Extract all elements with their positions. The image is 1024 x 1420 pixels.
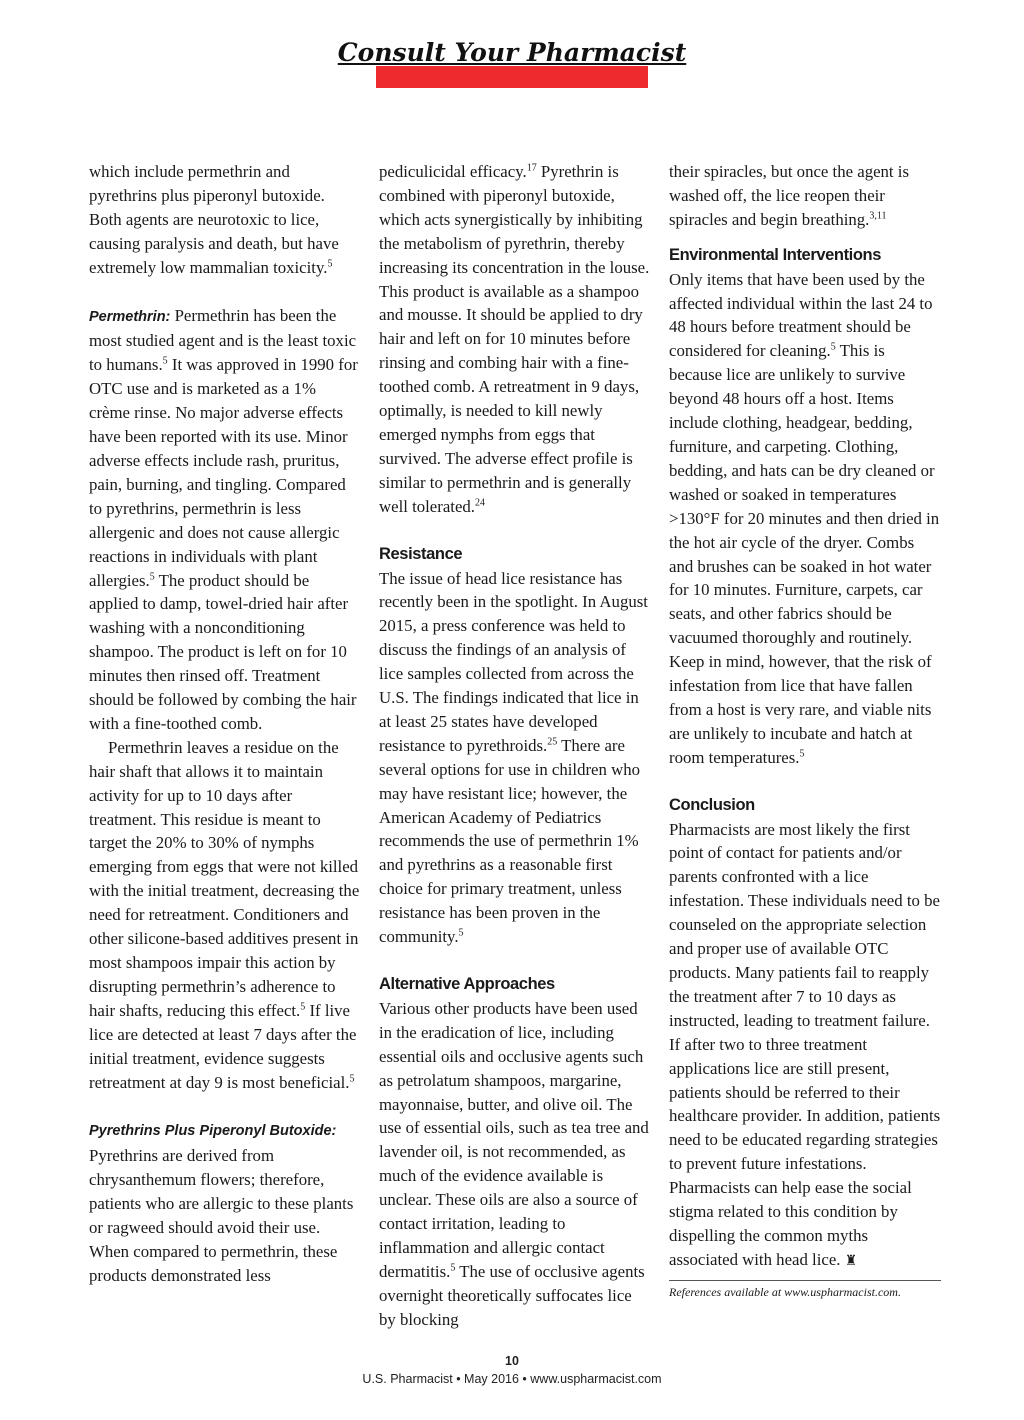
paragraph: Various other products have been used in the eradication of lice, including essential oils and occlusive agents such as petrolatum shampoos, margarine, mayonnaise, butter, and olive oil. The use of essential oils, such as tea tree and lavender oil, is not recommended, as much of the evidence available is unclear. These oils are also a source of contact irritation, leading to inflammation and allergic contact dermatitis.$^5$ The use of occlusive agents overnight theoretically suffocates lice by blocking xyxy=(379,998,649,1329)
paragraph: Pharmacists are most likely the first point of contact for patients and/or parents confronted with a lice infestation. These individuals need to be counseled on the appropriate selection and proper use of available OTC products. Many patients fail to reapply the treatment after 7 to 10 days as instructed, leading to treatment failure. If after two to three treatment applications lice are still present, patients should be referred to their healthcare provider. In addition, patients need to be educated regarding strategies to prevent future infestations. Pharmacists can help ease the social stigma related to this condition by dispelling the common myths associated with head lice. ♜ xyxy=(669,819,941,1269)
magazine-section-title: Consult Your Pharmacist xyxy=(337,38,687,67)
citation: 5 xyxy=(162,355,168,367)
permethrin-paragraph: Permethrin: Permethrin has been the most studied agent and is the least toxic to humans.$^5$ It was approved in 1990 for OTC use and is marketed as a 1% crème rinse. No major adverse effects have been reported with its use. Minor adverse effects include rash, pruritus, pain, burning, and tingling. Compared to pyrethrins, permethrin is less allergenic and does not cause allergic reactions in individuals with plant allergies.$^5$ The product should be applied to damp, towel-dried hair after washing with a nonconditioning shampoo. The product is left on for 10 minutes then rinsed off. Treatment should be followed by combing the hair with a fine-toothed comb. xyxy=(89,305,358,733)
paragraph: which include permethrin and pyrethrins plus piperonyl butoxide. Both agents are neurotoxic to lice, causing paralysis and death, but have extremely low mammalian toxicity.$^5$ xyxy=(89,162,339,277)
footer-publication-line: U.S. Pharmacist • May 2016 • www.uspharmacist.com xyxy=(362,1372,662,1386)
paragraph: Permethrin leaves a residue on the hair shaft that allows it to maintain activity for up to 10 days after treatment. This residue is meant to target the 20% to 30% of nymphs emerging from eggs that were not killed with the initial treatment, decreasing the need for retreatment. Conditioners and other silicone-based additives present in most shampoos impair this action by disrupting permethrin’s adherence to hair shafts, reducing this effect.$^5$ If live lice are detected at least 7 days after the initial treatment, evidence suggests retreatment at day 9 is most beneficial.$^5$ xyxy=(89,737,360,1092)
page-number: 10 xyxy=(505,1354,519,1368)
section-heading-conclusion: Conclusion xyxy=(669,795,755,814)
section-heading-alternative-approaches: Alternative Approaches xyxy=(379,975,555,993)
paragraph: Pyrethrins are derived from chrysanthemum flowers; therefore, patients who are allergic to these plants or ragweed should avoid their use. When compared to permethrin, these products demonstrated less xyxy=(89,1146,354,1285)
runin-heading-pyrethrins: Pyrethrins Plus Piperonyl Butoxide: xyxy=(89,1123,337,1140)
runin-heading-permethrin: Permethrin: xyxy=(89,308,171,325)
citation: 3,11 xyxy=(869,210,887,222)
end-mark-icon: ♜ xyxy=(844,1253,858,1269)
section-heading-resistance: Resistance xyxy=(379,544,463,563)
citation: 5 xyxy=(300,1001,306,1013)
paragraph: The issue of head lice resistance has recently been in the spotlight. In August 2015, a press conference was held to discuss the findings of an analysis of lice samples collected from across the U.S. The findings indicated that lice in at least 25 states have developed resistance to pyrethroids.$^{25}$ There are several options for use in children who may have resistant lice; however, the American Academy of Pediatrics recommends the use of permethrin 1% and pyrethrins as a reasonable first choice for primary treatment, unless resistance has been proven in the community.$^5$ xyxy=(379,568,648,947)
column-2 xyxy=(379,160,651,1332)
references-note: References available at www.uspharmacist.com. xyxy=(669,1280,941,1300)
citation: 24 xyxy=(474,497,485,509)
section-heading-environmental-interventions: Environmental Interventions xyxy=(669,245,881,264)
citation: 5 xyxy=(458,927,464,939)
column-3 xyxy=(669,160,941,1300)
citation: 25 xyxy=(547,736,558,748)
red-accent-bar xyxy=(376,66,648,88)
citation: 17 xyxy=(526,162,537,174)
column-1 xyxy=(89,160,361,1288)
paragraph: pediculicidal efficacy.$^{17}$ Pyrethrin is combined with piperonyl butoxide, which acts synergistically by inhibiting the metabolism of pyrethrin, thereby increasing its concentration in the louse. This product is available as a shampoo and mousse. It should be applied to dry hair and left on for 10 minutes before rinsing and combing hair with a fine-toothed comb. A retreatment in 9 days, optimally, is needed to kill newly emerged nymphs from eggs that survived. The adverse effect profile is similar to permethrin and is generally well tolerated.$^{24}$ xyxy=(379,162,650,516)
citation: 5 xyxy=(149,570,155,582)
citation: 5 xyxy=(327,258,333,270)
citation: 5 xyxy=(799,748,805,760)
paragraph: their spiracles, but once the agent is washed off, the lice reopen their spiracles and begin breathing.$^{3,11}$ xyxy=(669,162,909,229)
paragraph: Only items that have been used by the affected individual within the last 24 to 48 hours before treatment should be considered for cleaning.$^5$ This is because lice are unlikely to survive beyond 48 hours off a host. Items include clothing, headgear, bedding, furniture, and carpeting. Clothing, bedding, and hats can be dry cleaned or washed or soaked in temperatures >130°F for 20 minutes and then dried in the hot air cycle of the dryer. Combs and brushes can be soaked in hot water for 10 minutes. Furniture, carpets, car seats, and other fabrics should be vacuumed thoroughly and routinely. Keep in mind, however, that the risk of infestation from lice that have fallen from a host is very rare, and viable nits are unlikely to incubate and hatch at room temperatures.$^5$ xyxy=(669,269,940,767)
citation: 5 xyxy=(349,1072,355,1084)
citation: 5 xyxy=(450,1262,456,1274)
citation: 5 xyxy=(830,341,836,353)
